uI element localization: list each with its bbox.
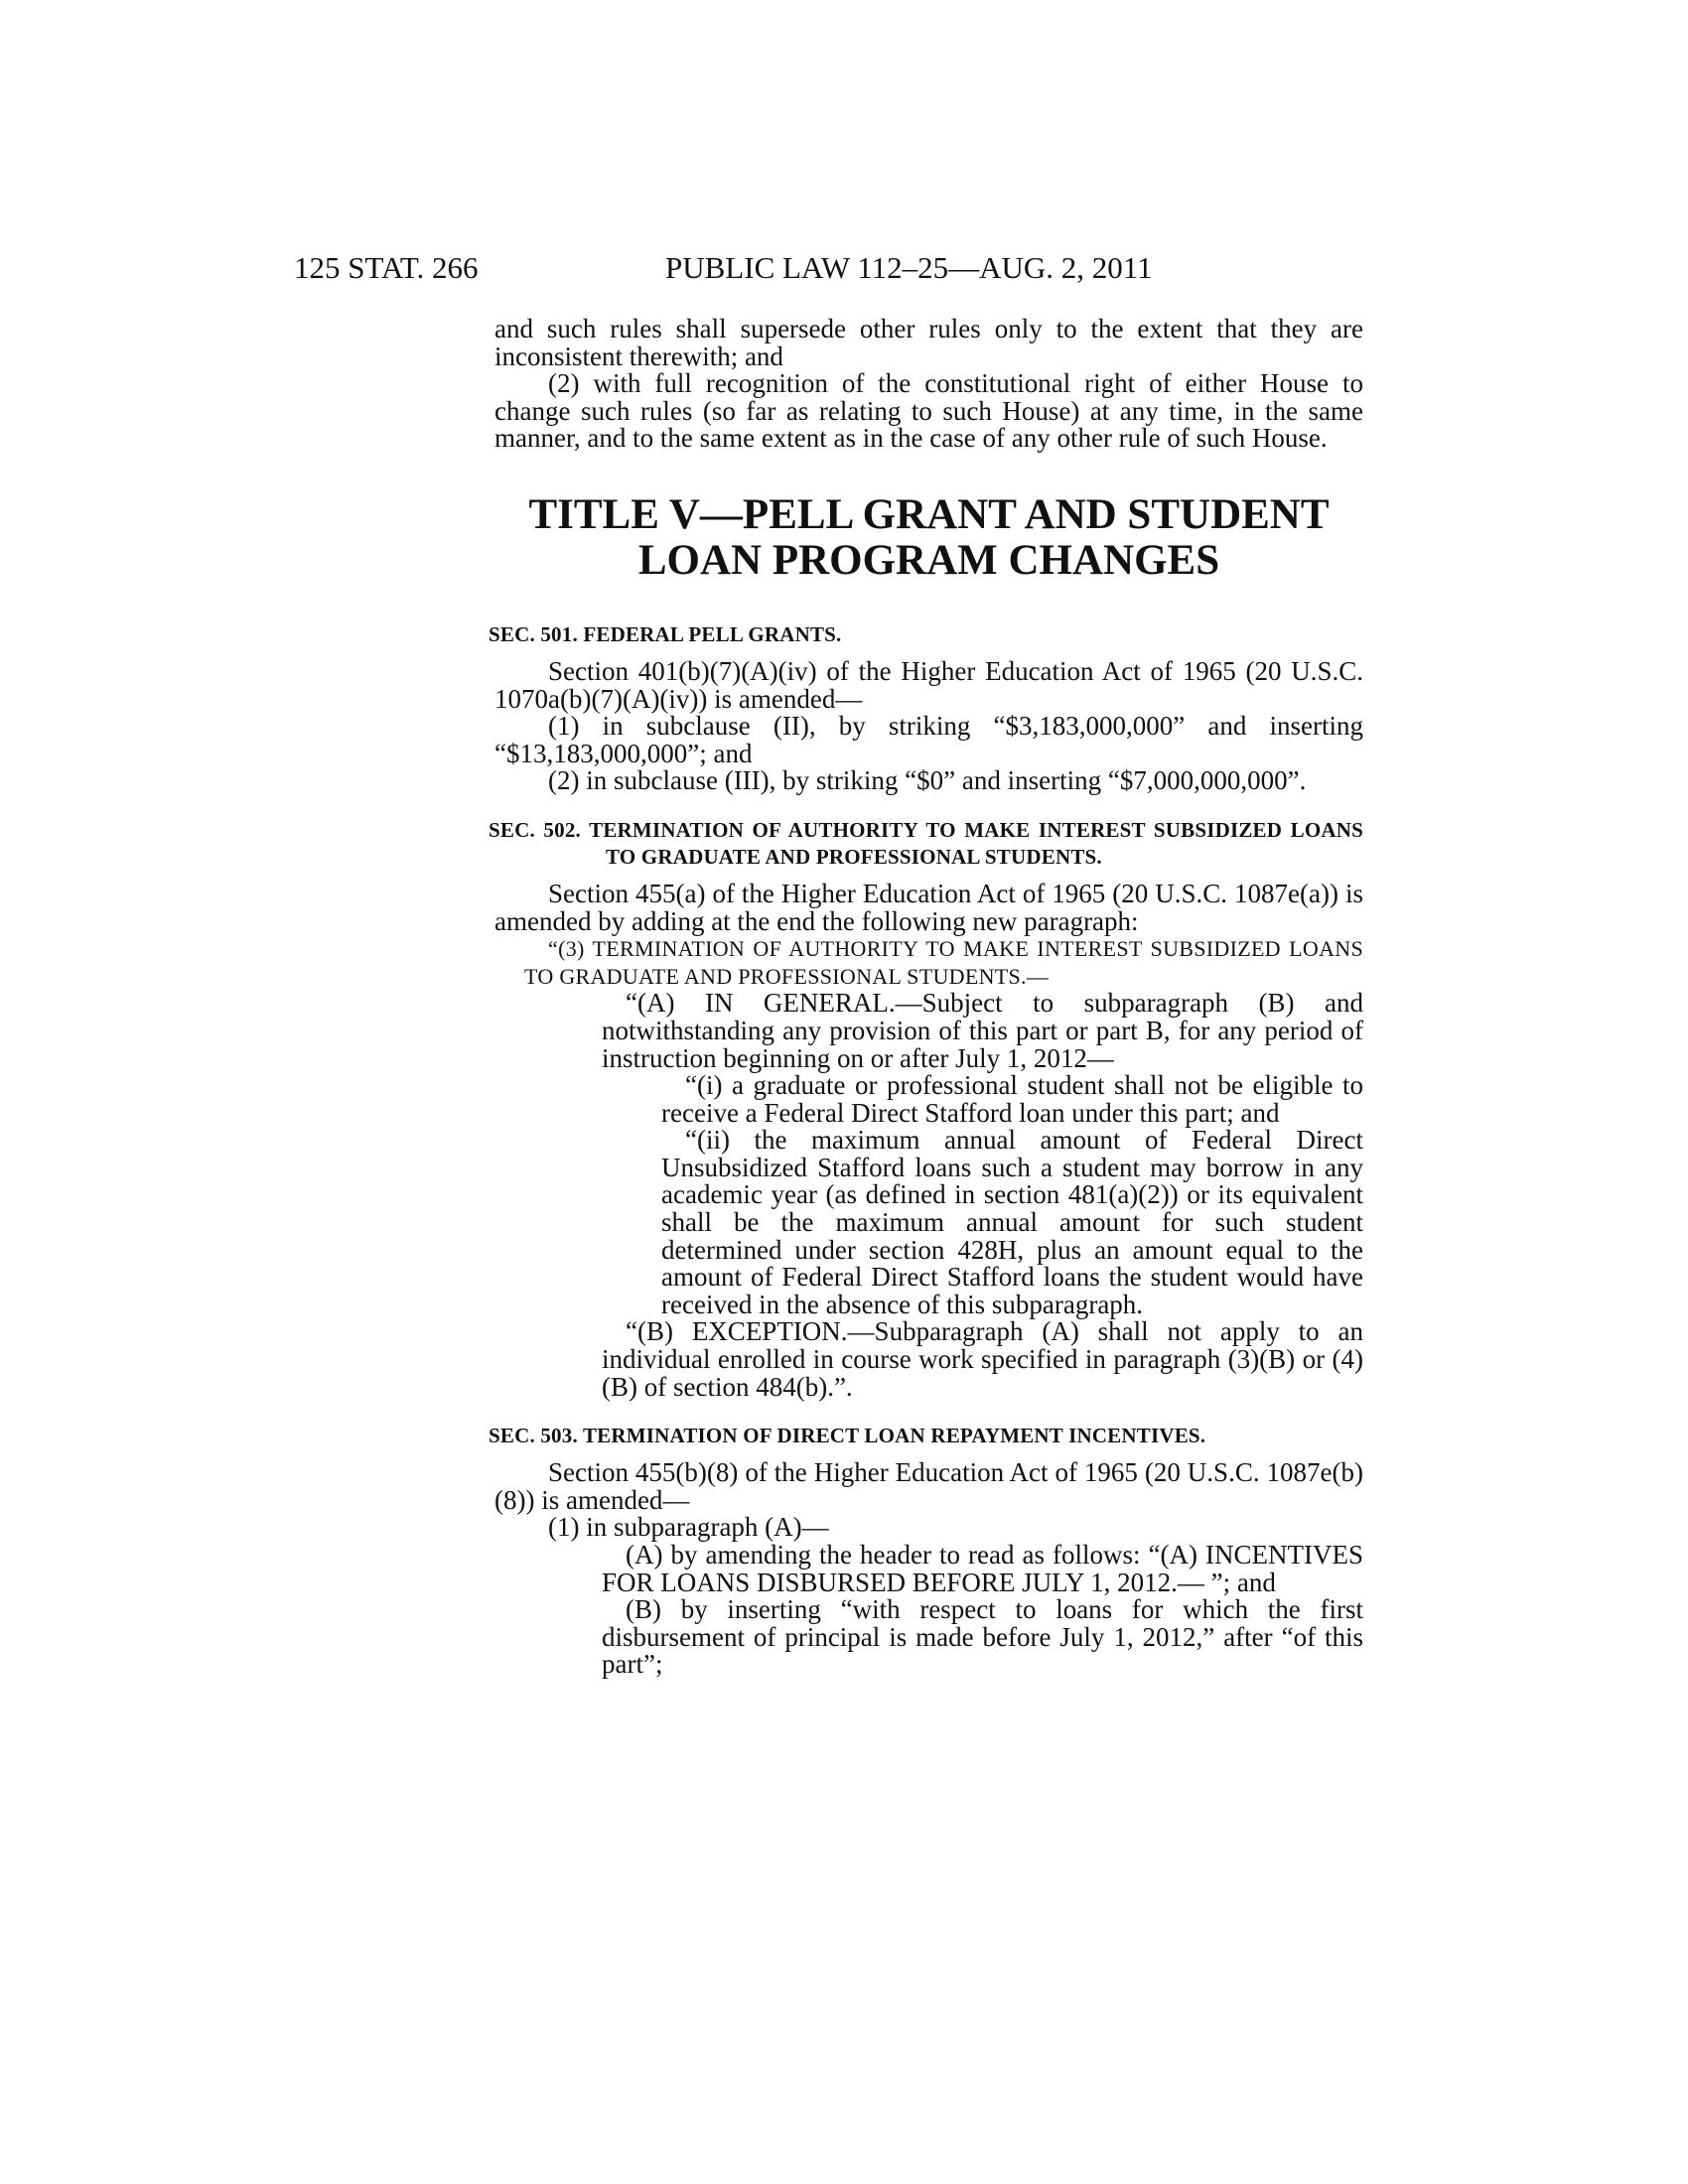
section-502-clause-ii: “(ii) the maximum annual amount of Federal Direct Unsubsidized Stafford loans such a student may borrow in any academic year (as defined in section 481(a)(2)) or its equivalent shall be the maximum annual amount for such student determined under section 428H, plus an amount equal to the amount of Federal Direct Stafford loans the student would have received in the absence of this subparagraph.	[661, 1125, 1363, 1319]
section-501-item-2: (2) in subclause (III), by striking “$0” and inserting “$7,000,000,000”.	[548, 765, 1307, 796]
section-501-heading: SEC. 501. FEDERAL PELL GRANTS.	[489, 621, 842, 646]
section-502-clause-i: “(i) a graduate or professional student shall not be eligible to receive a Federal Direct Stafford loan under this part; and	[661, 1070, 1363, 1128]
section-501-item-1: (1) in subclause (II), by striking “$3,183,000,000” and inserting “$13,183,000,000”; and	[494, 711, 1363, 768]
section-502-subparagraph-a: “(A) IN GENERAL.—Subject to subparagraph (B) and notwithstanding any provision of this part or part B, for any period of instruction beginning on or after July 1, 2012—	[602, 988, 1363, 1073]
section-503-item-1b: (B) by inserting “with respect to loans for which the first disbursement of principal is made before July 1, 2012,” after “of this part”;	[602, 1594, 1363, 1680]
intro-paragraph-2: (2) with full recognition of the constitutional right of either House to change such rules (so far as relating to such House) at any time, in the same manner, and to the same extent as in the case of any other rule of such House.	[494, 368, 1363, 454]
section-503-paragraph: Section 455(b)(8) of the Higher Education Act of 1965 (20 U.S.C. 1087e(b)(8)) is amended—	[494, 1457, 1363, 1515]
section-503-item-1: (1) in subparagraph (A)—	[548, 1512, 829, 1543]
section-502-paragraph: Section 455(a) of the Higher Education Act of 1965 (20 U.S.C. 1087e(a)) is amended by adding at the end the following new paragraph:	[494, 878, 1363, 936]
statute-page-number: 125 STAT. 266	[294, 250, 479, 285]
title-heading	[494, 492, 1363, 584]
section-502-subparagraph-b: “(B) EXCEPTION.—Subparagraph (A) shall not apply to an individual enrolled in course work specified in paragraph (3)(B) or (4)(B) of section 484(b).”.	[602, 1316, 1363, 1402]
document-body	[489, 314, 1363, 1680]
section-503-heading: SEC. 503. TERMINATION OF DIRECT LOAN REPAYMENT INCENTIVES.	[489, 1424, 1206, 1448]
section-502-heading: SEC. 502. TERMINATION OF AUTHORITY TO MAKE INTEREST SUBSIDIZED LOANS TO GRADUATE AND PROFESSIONAL STUDENTS.	[489, 817, 1363, 869]
section-502-quoted-heading: “(3) TERMINATION OF AUTHORITY TO MAKE INTEREST SUBSIDIZED LOANS TO GRADUATE AND PROFESSIONAL STUDENTS.—	[524, 936, 1363, 989]
section-503-item-1a: (A) by amending the header to read as follows: “(A) INCENTIVES FOR LOANS DISBURSED BEFORE JULY 1, 2012.— ”; and	[602, 1540, 1363, 1597]
intro-paragraph-1: and such rules shall supersede other rules only to the extent that they are inconsistent therewith; and	[494, 314, 1363, 371]
section-501-paragraph: Section 401(b)(7)(A)(iv) of the Higher Education Act of 1965 (20 U.S.C. 1070a(b)(7)(A)(iv)) is amended—	[494, 655, 1363, 714]
running-header	[294, 250, 1366, 290]
title-line-2: LOAN PROGRAM CHANGES	[637, 536, 1220, 584]
title-line-1: TITLE V—PELL GRANT AND STUDENT	[528, 490, 1330, 538]
public-law-citation: PUBLIC LAW 112–25—AUG. 2, 2011	[665, 250, 1153, 285]
